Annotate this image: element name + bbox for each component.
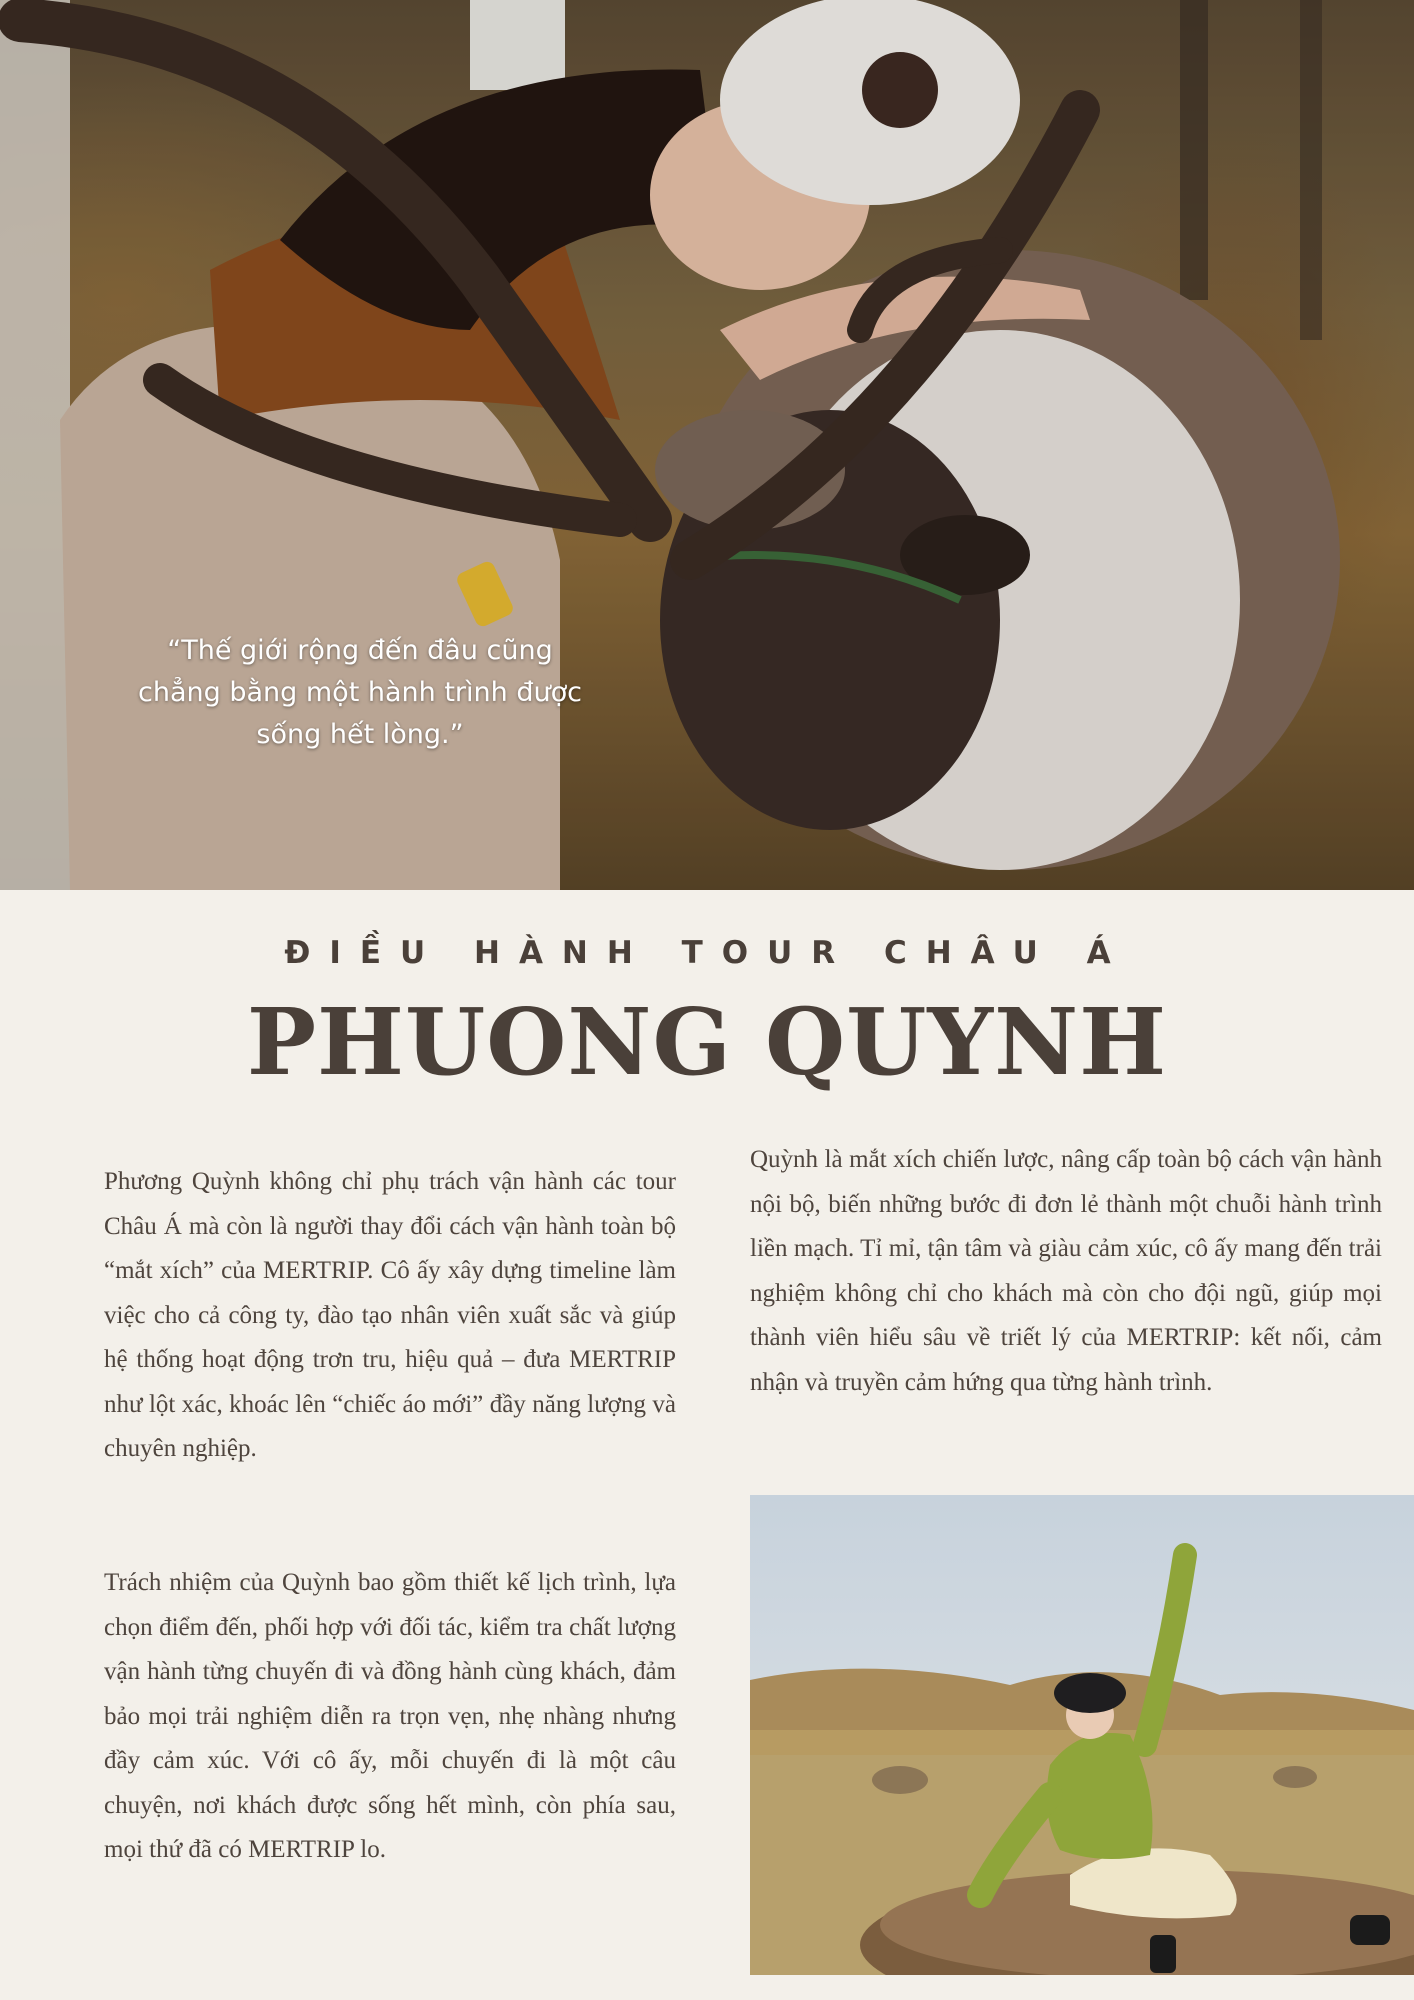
job-title: ĐIỀU HÀNH TOUR CHÂU Á: [284, 935, 1130, 971]
paragraph-strategy: Quỳnh là mắt xích chiến lược, nâng cấp toàn bộ cách vận hành nội bộ, biến những bước đi đơn lẻ thành một chuỗi hành trình liền mạch. Tỉ mỉ, tận tâm và giàu cảm xúc, cô ấy mang đến trải nghiệm không chỉ cho khách mà còn cho đội ngũ, giúp mọi thành viên hiểu sâu về triết lý của MERTRIP: kết nối, cảm nhận và truyền cảm hứng qua từng hành trình.: [750, 1146, 1382, 1396]
paragraph-responsibilities: Trách nhiệm của Quỳnh bao gồm thiết kế lịch trình, lựa chọn điểm đến, phối hợp với đối tác, kiểm tra chất lượng vận hành từng chuyến đi và đồng hành cùng khách, đảm bảo mọi trải nghiệm diễn ra trọn vẹn, nhẹ nhàng nhưng đầy cảm xúc. Với cô ấy, mỗi chuyến đi là một câu chuyện, nơi khách được sống hết mình, còn phía sau, mọi thứ đã có MERTRIP lo.: [104, 1569, 676, 1863]
field-photo: [750, 1495, 1414, 1975]
hero-photo: [0, 0, 1414, 890]
hero-quote: “Thế giới rộng đến đâu cũng chẳng bằng một hành trình được sống hết lòng.”: [138, 635, 582, 750]
field-illustration: [750, 1495, 1414, 1975]
paragraph-intro: Phương Quỳnh không chỉ phụ trách vận hành các tour Châu Á mà còn là người thay đổi cách vận hành toàn bộ “mắt xích” của MERTRIP. Cô ấy xây dựng timeline làm việc cho cả công ty, đào tạo nhân viên xuất sắc và giúp hệ thống hoạt động trơn tru, hiệu quả – đưa MERTRIP như lột xác, khoác lên “chiếc áo mới” đầy năng lượng và chuyên nghiệp.: [104, 1168, 676, 1462]
person-name: PHUONG QUYNH: [246, 988, 1168, 1096]
hero-illustration: [0, 0, 1414, 890]
